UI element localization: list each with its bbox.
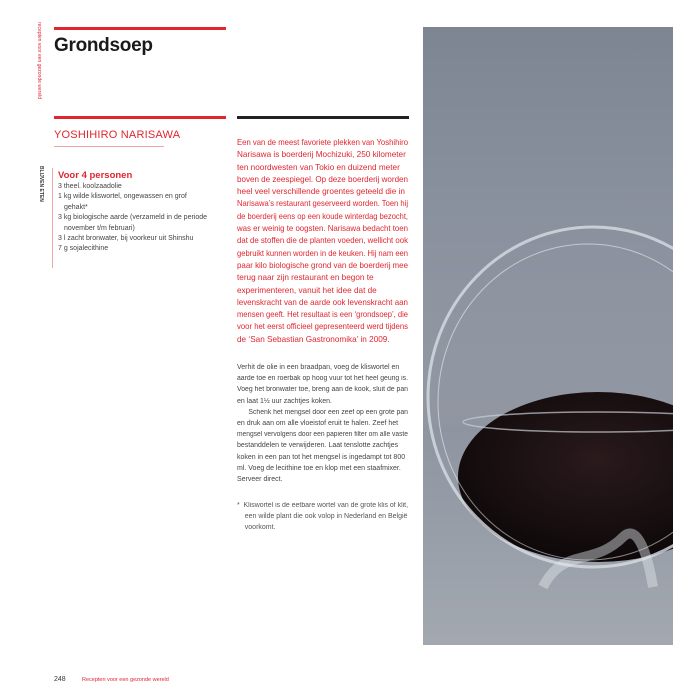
method-line — [237, 474, 409, 485]
intro-line-text: mensen geeft. Het resultaat is een ‘grondsoep’, die — [237, 310, 408, 320]
intro-line-text: boven de zeespiegel. Op deze boerderij worden — [237, 174, 409, 184]
footnote-line — [237, 511, 409, 522]
method-line-text: aarde toe en roerbak op hoog vuur tot het heel geurig is. — [237, 375, 408, 383]
intro-line-text: de ‘San Sebastian Gastronomika’ in 2009. — [237, 334, 390, 344]
ingredient-line — [58, 234, 228, 244]
intro-line — [237, 162, 409, 174]
method-line-text: mengsel vervolgens door een papieren filter om alle vaste — [237, 431, 408, 439]
intro-line — [237, 223, 409, 235]
method-line — [237, 373, 409, 384]
intro-line-text: Een van de meest favoriete plekken van Yoshihiro — [237, 138, 408, 147]
ingredient-line — [58, 182, 228, 192]
intro-line-text: heel veel verschillende groentes geteeld die in — [237, 187, 405, 197]
intro-line-text: Narisawa’s restaurant geserveerd worden. Toen hij — [237, 199, 409, 209]
footnote-line-text: voorkomt. — [237, 524, 276, 532]
intro-line — [237, 186, 409, 198]
chef-name: YOSHIHIRO NARISAWA — [54, 129, 181, 141]
intro-line-text: terug naar zijn restaurant en begon te — [237, 273, 374, 283]
ingredient-line-text: november t/m februari) — [64, 224, 135, 232]
method-line-text: Serveer direct. — [237, 476, 283, 484]
method-line — [237, 396, 409, 407]
intro-line — [237, 174, 409, 186]
page-number: 248 — [54, 676, 66, 683]
footnote-line-text: * Kliswortel is de eetbare wortel van de grote klis of klit, — [237, 502, 409, 509]
intro-line — [237, 248, 409, 260]
method-line — [237, 407, 409, 418]
intro-line — [237, 285, 409, 297]
intro-line — [237, 235, 409, 247]
method-line — [237, 384, 409, 395]
ingredient-line — [58, 224, 228, 234]
intro-line-text: dat de stoffen die de planten voeden, wellicht ook — [237, 236, 408, 246]
method-line-text: ml. Voeg de lecithine toe en klop met een staafmixer. — [237, 464, 401, 472]
ingredient-line — [58, 192, 228, 202]
photo-glass-bowl-soup — [423, 27, 673, 645]
page-title: Grondsoep — [54, 35, 153, 56]
chef-rule — [54, 116, 226, 119]
method-line-text: en druk aan om alle vloeistof eruit te halen. Zeef het — [237, 420, 399, 428]
method-line-text: Schenk het mengsel door een zeef op een grote pan — [237, 408, 408, 416]
intro-line — [237, 211, 409, 223]
footnote — [237, 500, 409, 534]
method-line — [237, 362, 409, 373]
intro-line-text: levenskracht van de aarde ook levenskracht aan — [237, 297, 408, 307]
method-line — [237, 418, 409, 429]
ingredients-heading: Voor 4 personen — [58, 170, 133, 181]
method-text — [237, 362, 409, 485]
intro-line — [237, 334, 409, 346]
footer-book-title: Recepten voor een gezonde wereld — [82, 677, 169, 683]
method-line — [237, 429, 409, 440]
footnote-line — [237, 500, 409, 511]
intro-line-text: voor het eerst officieel gepresenteerd werd tijdens — [237, 322, 409, 332]
intro-line — [237, 137, 409, 149]
top-rule — [54, 27, 226, 30]
intro-line-text: Narisawa is boerderij Mochizuki, 250 kilometer — [237, 150, 406, 160]
running-head-vertical: recepten voor een gezonde wereld — [36, 22, 42, 99]
method-line-text: Voeg het bronwater toe, breng aan de kook, sluit de pan — [237, 386, 408, 394]
ingredient-line-text: 3 theel. koolzaadolie — [58, 183, 122, 190]
method-line-text: en laat 1½ uur zachtjes koken. — [237, 397, 332, 405]
ingredient-line-text: 7 g sojalecithine — [58, 245, 109, 253]
ingredient-line-text: gehakt* — [64, 203, 88, 211]
photo-illustration — [423, 27, 673, 645]
method-line-text: Verhit de olie in een braadpan, voeg de kliswortel en — [237, 364, 400, 371]
intro-line — [237, 260, 409, 272]
intro-line-text: paar kilo biologische grond van de boerderij mee — [237, 260, 408, 270]
intro-line-text: gebruikt kunnen worden in de keuken. Hij nam een — [237, 248, 408, 258]
method-line-text: koken in een pan tot het mengsel is ingedampt tot 800 — [237, 453, 406, 461]
intro-line-text: ten noordwesten van Tokio en duizend meter — [237, 162, 400, 172]
ingredients-bar — [52, 168, 53, 268]
method-line-text: bestanddelen te verwijderen. Laat tenslotte zachtjes — [237, 442, 399, 450]
intro-paragraph — [237, 137, 409, 346]
ingredient-line — [58, 213, 228, 223]
intro-line-text: experimenteren, vanuit het idee dat de — [237, 285, 377, 295]
intro-line-text: was er weinig te oogsten. Narisawa bedacht toen — [237, 224, 408, 234]
intro-line — [237, 149, 409, 161]
ingredient-line — [58, 203, 228, 213]
method-line — [237, 452, 409, 463]
text-column-rule — [237, 116, 409, 119]
intro-line — [237, 297, 409, 309]
ingredient-line — [58, 244, 228, 254]
intro-line-text: de boerderij eens op een koude winterdag bezocht, — [237, 211, 408, 221]
ingredient-line-text: 3 l zacht bronwater, bij voorkeur uit Shinshu — [58, 235, 194, 243]
method-line — [237, 440, 409, 451]
footnote-line — [237, 522, 409, 533]
chef-underline — [54, 146, 164, 147]
section-label-vertical: BLIJVEN ETEN — [38, 166, 44, 202]
ingredient-line-text: 1 kg wilde kliswortel, ongewassen en grof — [58, 193, 187, 201]
intro-line — [237, 272, 409, 284]
ingredient-line-text: 3 kg biologische aarde (verzameld in de periode — [58, 214, 208, 222]
intro-line — [237, 321, 409, 333]
method-line — [237, 463, 409, 474]
intro-line — [237, 309, 409, 321]
intro-line — [237, 198, 409, 210]
footnote-line-text: een wilde plant die ook volop in Nederland en België — [237, 513, 408, 521]
ingredients-list — [58, 182, 228, 255]
